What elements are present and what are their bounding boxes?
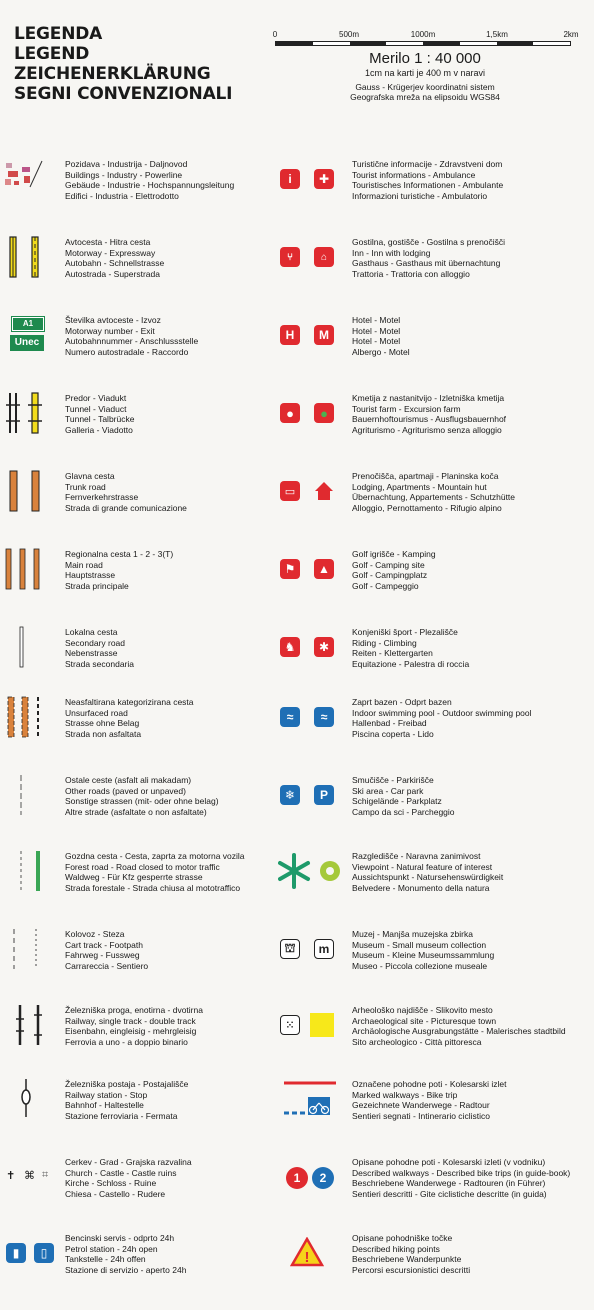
scale-tick-label: 0 bbox=[272, 30, 278, 39]
legend-title bbox=[14, 24, 232, 104]
label-it: Altre strade (asfaltate o non asfaltate) bbox=[65, 806, 207, 817]
label-de: Aussichtspunkt - Natursehenswürdigkeit bbox=[352, 872, 504, 882]
forest-road-icon bbox=[2, 849, 60, 899]
label-de: Waldweg - Für Kfz gesperrte strasse bbox=[65, 872, 203, 882]
label-sl: Kmetija z nastanitvijo - Izletniška kmetija bbox=[352, 393, 505, 403]
tunnel-viaduct-icon bbox=[2, 391, 60, 441]
label-en: Cart track - Footpath bbox=[65, 939, 143, 950]
label-de: Übernachtung, Appartements - Schutzhütte bbox=[352, 492, 516, 502]
label-sl: Avtocesta - Hitra cesta bbox=[65, 237, 151, 247]
tunnel-text bbox=[65, 393, 275, 435]
legend-row-buildings bbox=[0, 157, 594, 231]
scale-tick-label: 1000m bbox=[410, 30, 436, 39]
label-en: Secondary road bbox=[65, 637, 126, 648]
hiking-points-text bbox=[352, 1233, 592, 1275]
trunk-road-symbol bbox=[2, 469, 60, 519]
archaeological-site-icon: ⁙ bbox=[280, 1015, 300, 1035]
label-it: Alloggio, Pernottamento - Rifugio alpino bbox=[352, 502, 502, 513]
label-sl: Cerkev - Grad - Grajska razvalina bbox=[65, 1157, 192, 1167]
label-en: Tourist farm - Excursion farm bbox=[352, 403, 461, 414]
other-roads-text bbox=[65, 775, 275, 817]
label-de: Eisenbahn, eingleisig - mehrgleisig bbox=[65, 1026, 197, 1036]
railway-station-icon bbox=[2, 1077, 60, 1127]
label-it: Albergo - Motel bbox=[352, 346, 410, 357]
label-it: Agriturismo - Agriturismo senza alloggio bbox=[352, 424, 502, 435]
scale-bar bbox=[275, 41, 571, 46]
label-sl: Konjeniški šport - Plezališče bbox=[352, 627, 458, 637]
golf-flag-icon: ⚑ bbox=[280, 559, 300, 579]
buildings-symbol bbox=[2, 157, 60, 207]
label-en: Tunnel - Viaduct bbox=[65, 403, 127, 414]
other-roads-symbol bbox=[2, 773, 60, 823]
hotel-icon: H bbox=[280, 325, 300, 345]
railway-track-icon bbox=[2, 1003, 60, 1053]
castle-ruins-icon: ⌗ bbox=[42, 1169, 49, 1181]
trunk-road-text bbox=[65, 471, 275, 513]
label-en: Marked walkways - Bike trip bbox=[352, 1089, 458, 1100]
scale-title: Merilo 1 : 40 000 bbox=[369, 50, 481, 67]
motorway-number-badge: A1 bbox=[12, 317, 44, 331]
described-walkways-text bbox=[352, 1157, 592, 1199]
legend-row-forest-road bbox=[0, 849, 594, 923]
label-it: Strada principale bbox=[65, 580, 129, 591]
marked-walkways-symbols bbox=[278, 1077, 342, 1127]
label-en: Railway station - Stop bbox=[65, 1089, 148, 1100]
label-en: Described walkways - Described bike trips (in guide-book) bbox=[352, 1167, 571, 1178]
viewpoint-symbols bbox=[278, 849, 342, 899]
legend-row-tunnel bbox=[0, 391, 594, 465]
riding-climbing-symbols bbox=[278, 625, 342, 675]
label-en: Motorway - Expressway bbox=[65, 247, 156, 258]
label-sl: Opisane pohodniške točke bbox=[352, 1233, 453, 1243]
label-de: Fernverkehrstrasse bbox=[65, 492, 139, 502]
label-en: Ski area - Car park bbox=[352, 785, 424, 796]
motorway-number-text bbox=[65, 315, 275, 357]
lodging-symbols bbox=[278, 469, 342, 519]
label-it: Chiesa - Castello - Rudere bbox=[65, 1188, 166, 1199]
label-de: Reiten - Klettergarten bbox=[352, 648, 433, 658]
museum-icon: ⛫ bbox=[280, 939, 300, 959]
label-it: Strada non asfaltata bbox=[65, 728, 142, 739]
label-de: Autobahnnummer - Anschlussstelle bbox=[65, 336, 199, 346]
church-icon: ✝ bbox=[6, 1170, 16, 1182]
label-it: Strada forestale - Strada chiusa al mototraffico bbox=[65, 882, 241, 893]
label-en: Riding - Climbing bbox=[352, 637, 417, 648]
title-line-en: LEGEND bbox=[14, 44, 90, 64]
label-sl: Golf igrišče - Kamping bbox=[352, 549, 436, 559]
label-en: Hotel - Motel bbox=[352, 325, 401, 336]
label-en: Trunk road bbox=[65, 481, 106, 492]
archaeological-symbols bbox=[278, 1003, 342, 1053]
projection-line: Gauss - Krügerjev koordinatni sistem bbox=[355, 82, 495, 92]
cart-track-text bbox=[65, 929, 275, 971]
label-it: Sentieri segnati - Intinerario ciclistico bbox=[352, 1110, 490, 1121]
label-de: Schigelände - Parkplatz bbox=[352, 796, 442, 806]
label-en: Buildings - Industry - Powerline bbox=[65, 169, 183, 180]
label-sl: Gozdna cesta - Cesta, zaprta za motorna vozila bbox=[65, 851, 245, 861]
church-castle-text bbox=[65, 1157, 275, 1199]
riding-climbing-text bbox=[352, 627, 592, 669]
label-de: Strasse ohne Belag bbox=[65, 718, 140, 728]
label-en: Motorway number - Exit bbox=[65, 325, 155, 336]
ski-snowflake-icon: ❄ bbox=[280, 785, 300, 805]
scale-ticks bbox=[272, 30, 579, 40]
label-de: Gasthaus - Gasthaus mit übernachtung bbox=[352, 258, 501, 268]
legend-row-trunk-road bbox=[0, 469, 594, 543]
label-de: Gebäude - Industrie - Hochspannungsleitung bbox=[65, 180, 235, 190]
small-museum-icon: m bbox=[314, 939, 334, 959]
cart-track-symbol bbox=[2, 927, 60, 977]
horse-riding-icon: ♞ bbox=[280, 637, 300, 657]
label-it: Galleria - Viadotto bbox=[65, 424, 133, 435]
label-sl: Turistične informacije - Zdravstveni dom bbox=[352, 159, 503, 169]
trunk-road-icon bbox=[2, 469, 60, 519]
described-walkways-symbols bbox=[278, 1155, 342, 1205]
label-it: Autostrada - Superstrada bbox=[65, 268, 160, 279]
label-it: Percorsi escursionistici descritti bbox=[352, 1264, 471, 1275]
label-de: Fahrweg - Fussweg bbox=[65, 950, 140, 960]
railway-text bbox=[65, 1005, 275, 1047]
motorway-number-symbol bbox=[2, 313, 60, 363]
hiking-point-warning-icon bbox=[290, 1237, 324, 1267]
petrol-station-text bbox=[65, 1233, 275, 1275]
label-it: Strada secondaria bbox=[65, 658, 134, 669]
outdoor-pool-icon: ≈ bbox=[314, 707, 334, 727]
unsurfaced-road-text bbox=[65, 697, 275, 739]
label-it: Piscina coperta - Lido bbox=[352, 728, 434, 739]
legend-row-other-roads bbox=[0, 773, 594, 847]
projection-line: Geografska mreža na elipsoidu WGS84 bbox=[350, 92, 500, 102]
title-line-sl: LEGENDA bbox=[14, 24, 103, 44]
legend-row-cart-track bbox=[0, 927, 594, 1001]
excursion-farm-icon: ● bbox=[314, 403, 334, 423]
buildings-text bbox=[65, 159, 275, 201]
label-sl: Arheološko najdišče - Slikovito mesto bbox=[352, 1005, 493, 1015]
castle-icon: ⌘ bbox=[24, 1170, 35, 1182]
label-sl: Smučišče - Parkirišče bbox=[352, 775, 434, 785]
label-sl: Železniška proga, enotirna - dvotirna bbox=[65, 1005, 203, 1015]
label-sl: Gostilna, gostišče - Gostilna s prenočišči bbox=[352, 237, 506, 247]
label-de: Autobahn - Schnellstrasse bbox=[65, 258, 165, 268]
label-sl: Razgledišče - Naravna zanimivost bbox=[352, 851, 481, 861]
label-en: Lodging, Apartments - Mountain hut bbox=[352, 481, 487, 492]
label-it: Equitazione - Palestra di roccia bbox=[352, 658, 470, 669]
golf-camping-symbols bbox=[278, 547, 342, 597]
secondary-road-symbol bbox=[2, 625, 60, 675]
label-en: Indoor swimming pool - Outdoor swimming pool bbox=[352, 707, 532, 718]
marked-walkway-bike-trip-icon bbox=[278, 1077, 342, 1127]
motorway-expressway-icon bbox=[2, 235, 60, 285]
label-de: Kirche - Schloss - Ruine bbox=[65, 1178, 157, 1188]
label-de: Gezeichnete Wanderwege - Radtour bbox=[352, 1100, 490, 1110]
label-en: Archaeological site - Picturesque town bbox=[352, 1015, 497, 1026]
indoor-pool-icon: ≈ bbox=[280, 707, 300, 727]
petrol-station-24h-icon: ▯ bbox=[34, 1243, 54, 1263]
label-it: Stazione ferroviaria - Fermata bbox=[65, 1110, 178, 1121]
label-it: Stazione di servizio - aperto 24h bbox=[65, 1264, 187, 1275]
museum-text bbox=[352, 929, 592, 971]
label-de: Hotel - Motel bbox=[352, 336, 401, 346]
label-it: Museo - Piccola collezione museale bbox=[352, 960, 488, 971]
label-de: Hauptstrasse bbox=[65, 570, 116, 580]
label-sl: Številka avtoceste - Izvoz bbox=[65, 315, 161, 325]
label-sl: Ostale ceste (asfalt ali makadam) bbox=[65, 775, 192, 785]
label-sl: Opisane pohodne poti - Kolesarski izleti (v vodniku) bbox=[352, 1157, 546, 1167]
parking-icon: P bbox=[314, 785, 334, 805]
label-de: Hallenbad - Freibad bbox=[352, 718, 427, 728]
golf-camping-text bbox=[352, 549, 592, 591]
title-line-it: SEGNI CONVENZIONALI bbox=[14, 84, 233, 104]
label-en: Viewpoint - Natural feature of interest bbox=[352, 861, 493, 872]
label-en: Petrol station - 24h open bbox=[65, 1243, 158, 1254]
church-castle-symbol bbox=[2, 1155, 60, 1205]
viewpoint-text bbox=[352, 851, 592, 893]
unsurfaced-road-icon bbox=[2, 695, 60, 745]
label-de: Sonstige strassen (mit- oder ohne belag) bbox=[65, 796, 219, 806]
railway-station-text bbox=[65, 1079, 275, 1121]
hiking-point-symbol bbox=[278, 1231, 342, 1281]
tunnel-symbol bbox=[2, 391, 60, 441]
main-road-symbol bbox=[2, 547, 60, 597]
label-de: Touristisches Informationen - Ambulante bbox=[352, 180, 504, 190]
label-sl: Neasfaltirana kategorizirana cesta bbox=[65, 697, 194, 707]
scale-subtitle: 1cm na karti je 400 m v naravi bbox=[364, 68, 486, 78]
mountain-hut-icon bbox=[314, 481, 334, 501]
camping-tent-icon: ▲ bbox=[314, 559, 334, 579]
label-en: Main road bbox=[65, 559, 103, 570]
unsurfaced-road-symbol bbox=[2, 695, 60, 745]
label-en: Inn - Inn with lodging bbox=[352, 247, 431, 258]
label-de: Bauernhoftourismus - Ausflugsbauernhof bbox=[352, 414, 507, 424]
museum-symbols bbox=[278, 927, 342, 977]
label-sl: Glavna cesta bbox=[65, 471, 115, 481]
ski-parking-symbols bbox=[278, 773, 342, 823]
label-it: Strada di grande comunicazione bbox=[65, 502, 187, 513]
legend-row-railway bbox=[0, 1003, 594, 1077]
described-walkway-number-icon: 1 bbox=[286, 1167, 308, 1189]
regional-road-icon bbox=[2, 547, 60, 597]
tourist-farm-text bbox=[352, 393, 592, 435]
picturesque-town-icon bbox=[310, 1013, 334, 1037]
label-sl: Predor - Viadukt bbox=[65, 393, 127, 403]
described-bike-trip-number-icon: 2 bbox=[312, 1167, 334, 1189]
scale-block bbox=[270, 30, 580, 100]
inn-with-lodging-icon: ⌂ bbox=[314, 247, 334, 267]
label-en: Forest road - Road closed to motor traffic bbox=[65, 861, 220, 872]
legend-row-church bbox=[0, 1155, 594, 1229]
climbing-icon: ✱ bbox=[314, 637, 334, 657]
scale-tick-label: 1,5km bbox=[486, 30, 508, 39]
label-de: Nebenstrasse bbox=[65, 648, 118, 658]
label-de: Beschriebene Wanderwege - Radtouren (in Führer) bbox=[352, 1178, 546, 1188]
tourist-farm-icon: ● bbox=[280, 403, 300, 423]
label-sl: Lokalna cesta bbox=[65, 627, 118, 637]
petrol-station-icon: ▮ bbox=[6, 1243, 26, 1263]
motel-icon: M bbox=[314, 325, 334, 345]
label-sl: Zaprt bazen - Odprt bazen bbox=[352, 697, 452, 707]
buildings-industry-powerline-icon bbox=[2, 157, 60, 207]
legend-row-motorway bbox=[0, 235, 594, 309]
label-en: Tourist informations - Ambulance bbox=[352, 169, 476, 180]
label-en: Railway, single track - double track bbox=[65, 1015, 196, 1026]
label-sl: Kolovoz - Steza bbox=[65, 929, 125, 939]
label-it: Numero autostradale - Raccordo bbox=[65, 346, 189, 357]
exit-badge: Unec bbox=[10, 335, 44, 351]
title-line-de: ZEICHENERKLÄRUNG bbox=[14, 64, 211, 84]
label-sl: Muzej - Manjša muzejska zbirka bbox=[352, 929, 473, 939]
legend-row-main-road bbox=[0, 547, 594, 621]
main-road-text bbox=[65, 549, 275, 591]
label-en: Unsurfaced road bbox=[65, 707, 128, 718]
label-it: Golf - Campeggio bbox=[352, 580, 419, 591]
label-it: Ferrovia a uno - a doppio binario bbox=[65, 1036, 188, 1047]
inn-symbols bbox=[278, 235, 342, 285]
tourist-farm-symbols bbox=[278, 391, 342, 441]
label-it: Belvedere - Monumento della natura bbox=[352, 882, 490, 893]
label-de: Museum - Kleine Museumssammlung bbox=[352, 950, 495, 960]
label-de: Tankstelle - 24h offen bbox=[65, 1254, 146, 1264]
projection-note bbox=[270, 82, 580, 102]
label-de: Golf - Campingplatz bbox=[352, 570, 428, 580]
forest-road-symbol bbox=[2, 849, 60, 899]
label-de: Tunnel - Talbrücke bbox=[65, 414, 135, 424]
secondary-road-text bbox=[65, 627, 275, 669]
label-de: Bahnhof - Haltestelle bbox=[65, 1100, 144, 1110]
secondary-road-icon bbox=[2, 625, 60, 675]
label-en: Church - Castle - Castle ruins bbox=[65, 1167, 177, 1178]
label-en: Golf - Camping site bbox=[352, 559, 425, 570]
label-it: Trattoria - Trattoria con alloggio bbox=[352, 268, 470, 279]
scale-tick-label: 2km bbox=[563, 30, 579, 39]
label-sl: Označene pohodne poti - Kolesarski izlet bbox=[352, 1079, 507, 1089]
label-en: Described hiking points bbox=[352, 1243, 440, 1254]
lodging-text bbox=[352, 471, 592, 513]
legend-row-petrol-station bbox=[0, 1231, 594, 1305]
hotel-text bbox=[352, 315, 592, 357]
label-it: Campo da sci - Parcheggio bbox=[352, 806, 455, 817]
label-de: Archäologische Ausgrabungstätte - Malerisches stadtbild bbox=[352, 1026, 566, 1036]
info-icon: i bbox=[280, 169, 300, 189]
inn-icon: ⑂ bbox=[280, 247, 300, 267]
marked-walkways-text bbox=[352, 1079, 592, 1121]
motorway-text bbox=[65, 237, 275, 279]
legend-row-unsurfaced-road bbox=[0, 695, 594, 769]
tourist-info-text bbox=[352, 159, 592, 201]
ski-parking-text bbox=[352, 775, 592, 817]
label-en: Museum - Small museum collection bbox=[352, 939, 487, 950]
label-it: Sito archeologico - Città pittoresca bbox=[352, 1036, 482, 1047]
viewpoint-icon bbox=[278, 853, 342, 891]
ambulance-cross-icon: ✚ bbox=[314, 169, 334, 189]
lodging-bed-icon: ▭ bbox=[280, 481, 300, 501]
label-sl: Regionalna cesta 1 - 2 - 3(T) bbox=[65, 549, 174, 559]
hiking-point-mark: ! bbox=[304, 1249, 310, 1266]
other-roads-icon bbox=[2, 773, 60, 823]
railway-symbol bbox=[2, 1003, 60, 1053]
scale-tick-label: 500m bbox=[338, 30, 360, 39]
motorway-symbol bbox=[2, 235, 60, 285]
inn-text bbox=[352, 237, 592, 279]
label-sl: Prenočišča, apartmaji - Planinska koča bbox=[352, 471, 499, 481]
hotel-symbols bbox=[278, 313, 342, 363]
tourist-info-symbols bbox=[278, 157, 342, 207]
archaeological-text bbox=[352, 1005, 592, 1047]
forest-road-text bbox=[65, 851, 275, 893]
label-sl: Hotel - Motel bbox=[352, 315, 401, 325]
label-it: Informazioni turistiche - Ambulatorio bbox=[352, 190, 488, 201]
label-it: Carrareccia - Sentiero bbox=[65, 960, 149, 971]
swimming-pool-text bbox=[352, 697, 592, 739]
cart-track-footpath-icon bbox=[2, 927, 60, 977]
railway-station-symbol bbox=[2, 1077, 60, 1127]
legend-row-secondary-road bbox=[0, 625, 594, 699]
legend-row-motorway-number bbox=[0, 313, 594, 387]
legend-row-railway-station bbox=[0, 1077, 594, 1151]
label-it: Sentieri descritti - Gite ciclistiche descritte (in guida) bbox=[352, 1188, 547, 1199]
label-en: Other roads (paved or unpaved) bbox=[65, 785, 186, 796]
swimming-pool-symbols bbox=[278, 695, 342, 745]
label-de: Beschriebene Wanderpunkte bbox=[352, 1254, 462, 1264]
label-sl: Železniška postaja - Postajališče bbox=[65, 1079, 189, 1089]
petrol-station-symbol bbox=[2, 1231, 60, 1281]
label-sl: Pozidava - Industrija - Daljnovod bbox=[65, 159, 188, 169]
label-sl: Bencinski servis - odprto 24h bbox=[65, 1233, 175, 1243]
label-it: Edifici - Industria - Elettrodotto bbox=[65, 190, 179, 201]
